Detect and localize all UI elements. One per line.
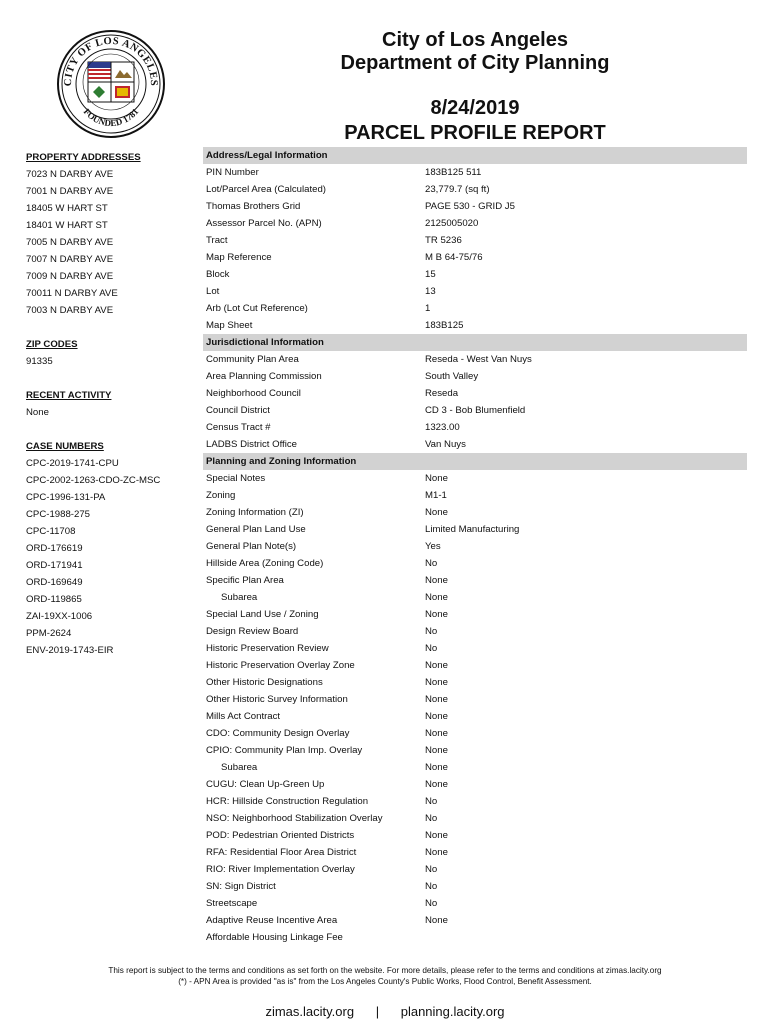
info-label: Thomas Brothers Grid <box>206 201 301 212</box>
recent-activity-list <box>26 404 194 421</box>
info-row <box>203 742 747 759</box>
case-number-item: CPC-1996-131-PA <box>26 492 106 503</box>
info-label: Block <box>206 269 230 280</box>
info-value: South Valley <box>425 371 479 382</box>
info-value: None <box>425 507 448 518</box>
info-label: Subarea <box>221 762 258 773</box>
info-label: Subarea <box>221 592 258 603</box>
case-numbers-title: CASE NUMBERS <box>26 441 104 452</box>
info-row <box>203 521 747 538</box>
info-row <box>203 810 747 827</box>
info-label: Map Reference <box>206 252 272 263</box>
info-value: 2125005020 <box>425 218 479 229</box>
info-label: Adaptive Reuse Incentive Area <box>206 915 338 926</box>
info-value: Limited Manufacturing <box>425 524 520 535</box>
info-value: No <box>425 864 438 875</box>
info-label: Community Plan Area <box>206 354 299 365</box>
info-value: Reseda <box>425 388 459 399</box>
info-row <box>203 929 747 946</box>
info-value: No <box>425 643 438 654</box>
jurisdictional-header: Jurisdictional Information <box>203 334 747 351</box>
property-address-item: 7003 N DARBY AVE <box>26 305 114 316</box>
info-row <box>203 368 747 385</box>
info-row <box>203 470 747 487</box>
info-label: Mills Act Contract <box>206 711 281 722</box>
info-row <box>203 504 747 521</box>
info-value: No <box>425 796 438 807</box>
info-row <box>203 572 747 589</box>
info-row <box>203 725 747 742</box>
case-number-item: CPC-2019-1741-CPU <box>26 458 119 469</box>
zip-codes-list <box>26 353 194 370</box>
zip-codes-title: ZIP CODES <box>26 339 78 350</box>
recent-activity-title: RECENT ACTIVITY <box>26 390 112 401</box>
info-row <box>203 895 747 912</box>
info-value: No <box>425 813 438 824</box>
info-value: None <box>425 575 448 586</box>
info-row <box>203 351 747 368</box>
property-address-item: 7001 N DARBY AVE <box>26 186 114 197</box>
info-value: 15 <box>425 269 436 280</box>
info-label: General Plan Note(s) <box>206 541 297 552</box>
info-row <box>203 300 747 317</box>
info-label: Arb (Lot Cut Reference) <box>206 303 308 314</box>
info-label: Affordable Housing Linkage Fee <box>206 932 343 943</box>
info-value: None <box>425 915 448 926</box>
info-row <box>203 283 747 300</box>
property-addresses-title: PROPERTY ADDRESSES <box>26 152 141 163</box>
property-address-item: 7007 N DARBY AVE <box>26 254 114 265</box>
info-label: Other Historic Designations <box>206 677 323 688</box>
report-date: 8/24/2019 <box>430 97 520 119</box>
info-row <box>203 266 747 283</box>
info-row <box>203 555 747 572</box>
zip-code-item: 91335 <box>26 356 53 367</box>
info-value: None <box>425 728 448 739</box>
info-row <box>203 589 747 606</box>
zimas-link[interactable]: zimas.lacity.org <box>265 1004 355 1019</box>
property-address-item: 18405 W HART ST <box>26 203 108 214</box>
info-label: Historic Preservation Review <box>206 643 329 654</box>
info-label: POD: Pedestrian Oriented Districts <box>206 830 355 841</box>
case-number-item: ENV-2019-1743-EIR <box>26 645 114 656</box>
case-number-item: ORD-176619 <box>26 543 83 554</box>
info-value: 183B125 <box>425 320 464 331</box>
property-address-item: 7023 N DARBY AVE <box>26 169 114 180</box>
info-value: M B 64-75/76 <box>425 252 483 263</box>
case-numbers-list <box>26 455 194 659</box>
info-row <box>203 538 747 555</box>
info-value: None <box>425 592 448 603</box>
info-value: None <box>425 694 448 705</box>
info-value: PAGE 530 - GRID J5 <box>425 201 515 212</box>
info-label: RIO: River Implementation Overlay <box>206 864 355 875</box>
info-row <box>203 436 747 453</box>
info-label: CPIO: Community Plan Imp. Overlay <box>206 745 363 756</box>
info-value: No <box>425 898 438 909</box>
address-legal-table <box>203 164 747 334</box>
info-row <box>203 878 747 895</box>
info-value: None <box>425 711 448 722</box>
case-number-item: CPC-2002-1263-CDO-ZC-MSC <box>26 475 161 486</box>
info-row <box>203 402 747 419</box>
info-label: Assessor Parcel No. (APN) <box>206 218 322 229</box>
info-value: 183B125 511 <box>425 167 482 178</box>
info-value: None <box>425 847 448 858</box>
right-column <box>203 147 747 946</box>
case-number-item: CPC-1988-275 <box>26 509 90 520</box>
property-address-item: 7009 N DARBY AVE <box>26 271 114 282</box>
case-number-item: CPC-11708 <box>26 526 76 537</box>
info-row <box>203 487 747 504</box>
case-number-item: ORD-171941 <box>26 560 83 571</box>
info-value: 1323.00 <box>425 422 460 433</box>
info-label: Other Historic Survey Information <box>206 694 348 705</box>
info-value: CD 3 - Bob Blumenfield <box>425 405 526 416</box>
info-label: Neighborhood Council <box>206 388 301 399</box>
info-row <box>203 623 747 640</box>
info-label: Specific Plan Area <box>206 575 284 586</box>
info-label: Tract <box>206 235 228 246</box>
info-value: None <box>425 762 448 773</box>
report-title: PARCEL PROFILE REPORT <box>344 122 606 144</box>
info-value: No <box>425 626 438 637</box>
info-value: 23,779.7 (sq ft) <box>425 184 490 195</box>
info-label: Council District <box>206 405 270 416</box>
info-label: Census Tract # <box>206 422 271 433</box>
case-number-item: ORD-119865 <box>26 594 82 605</box>
info-value: 1 <box>425 303 431 314</box>
info-value: None <box>425 830 448 841</box>
info-label: Streetscape <box>206 898 258 909</box>
info-label: RFA: Residential Floor Area District <box>206 847 357 858</box>
info-row <box>203 827 747 844</box>
department-name: Department of City Planning <box>340 52 610 74</box>
planning-zoning-table <box>203 470 747 946</box>
info-value: Van Nuys <box>425 439 466 450</box>
info-row <box>203 198 747 215</box>
info-row <box>203 844 747 861</box>
jurisdictional-table <box>203 351 747 453</box>
link-separator: | <box>375 1004 380 1019</box>
info-value: No <box>425 881 438 892</box>
info-label: General Plan Land Use <box>206 524 306 535</box>
info-row <box>203 674 747 691</box>
info-row <box>203 793 747 810</box>
info-value: TR 5236 <box>425 235 462 246</box>
info-value: None <box>425 473 448 484</box>
info-row <box>203 232 747 249</box>
city-seal-logo <box>55 28 167 140</box>
info-row <box>203 776 747 793</box>
info-row <box>203 249 747 266</box>
info-row <box>203 708 747 725</box>
property-addresses-list <box>26 166 194 319</box>
city-name: City of Los Angeles <box>382 29 568 51</box>
case-number-item: ORD-169649 <box>26 577 83 588</box>
info-label: Zoning Information (ZI) <box>206 507 304 518</box>
planning-link[interactable]: planning.lacity.org <box>400 1004 505 1019</box>
info-row <box>203 606 747 623</box>
info-row <box>203 691 747 708</box>
info-value: Reseda - West Van Nuys <box>425 354 532 365</box>
info-label: Zoning <box>206 490 236 501</box>
info-label: Historic Preservation Overlay Zone <box>206 660 355 671</box>
info-value: M1-1 <box>425 490 447 501</box>
case-number-item: ZAI-19XX-1006 <box>26 611 93 622</box>
info-value: 13 <box>425 286 436 297</box>
info-row <box>203 912 747 929</box>
info-row <box>203 759 747 776</box>
recent-activity-item: None <box>26 407 49 418</box>
info-row <box>203 215 747 232</box>
info-row <box>203 640 747 657</box>
info-label: SN: Sign District <box>206 881 276 892</box>
info-label: Design Review Board <box>206 626 299 637</box>
info-value: None <box>425 779 448 790</box>
info-label: Map Sheet <box>206 320 253 331</box>
info-label: LADBS District Office <box>206 439 297 450</box>
planning-zoning-header: Planning and Zoning Information <box>203 453 747 470</box>
info-row <box>203 164 747 181</box>
property-address-item: 70011 N DARBY AVE <box>26 288 118 299</box>
info-label: Hillside Area (Zoning Code) <box>206 558 324 569</box>
info-label: Lot/Parcel Area (Calculated) <box>206 184 326 195</box>
left-column <box>26 149 194 659</box>
info-label: CUGU: Clean Up-Green Up <box>206 779 325 790</box>
info-label: CDO: Community Design Overlay <box>206 728 350 739</box>
info-label: Area Planning Commission <box>206 371 322 382</box>
info-row <box>203 861 747 878</box>
info-row <box>203 657 747 674</box>
info-value: No <box>425 558 438 569</box>
footer-terms: This report is subject to the terms and conditions as set forth on the website. For more details, please refer to the terms and conditions at zimas.lacity.org <box>108 966 662 975</box>
info-value: None <box>425 745 448 756</box>
info-value: None <box>425 660 448 671</box>
info-label: Lot <box>206 286 220 297</box>
property-address-item: 7005 N DARBY AVE <box>26 237 114 248</box>
footer-apn-note: (*) - APN Area is provided "as is" from the Los Angeles County's Public Works, Flood Control, Benefit Assessment. <box>178 977 592 986</box>
info-label: HCR: Hillside Construction Regulation <box>206 796 369 807</box>
info-row <box>203 419 747 436</box>
info-row <box>203 317 747 334</box>
info-value: None <box>425 609 448 620</box>
info-label: NSO: Neighborhood Stabilization Overlay <box>206 813 383 824</box>
info-value: Yes <box>425 541 441 552</box>
info-row <box>203 385 747 402</box>
case-number-item: PPM-2624 <box>26 628 72 639</box>
info-row <box>203 181 747 198</box>
info-value: None <box>425 677 448 688</box>
info-label: PIN Number <box>206 167 259 178</box>
footer-links <box>0 1004 770 1019</box>
info-label: Special Land Use / Zoning <box>206 609 319 620</box>
info-label: Special Notes <box>206 473 266 484</box>
address-legal-header: Address/Legal Information <box>203 147 747 164</box>
seal-text-bottom: FOUNDED 1781 <box>81 106 141 129</box>
property-address-item: 18401 W HART ST <box>26 220 108 231</box>
seal-text-top: CITY OF LOS ANGELES <box>62 35 160 87</box>
